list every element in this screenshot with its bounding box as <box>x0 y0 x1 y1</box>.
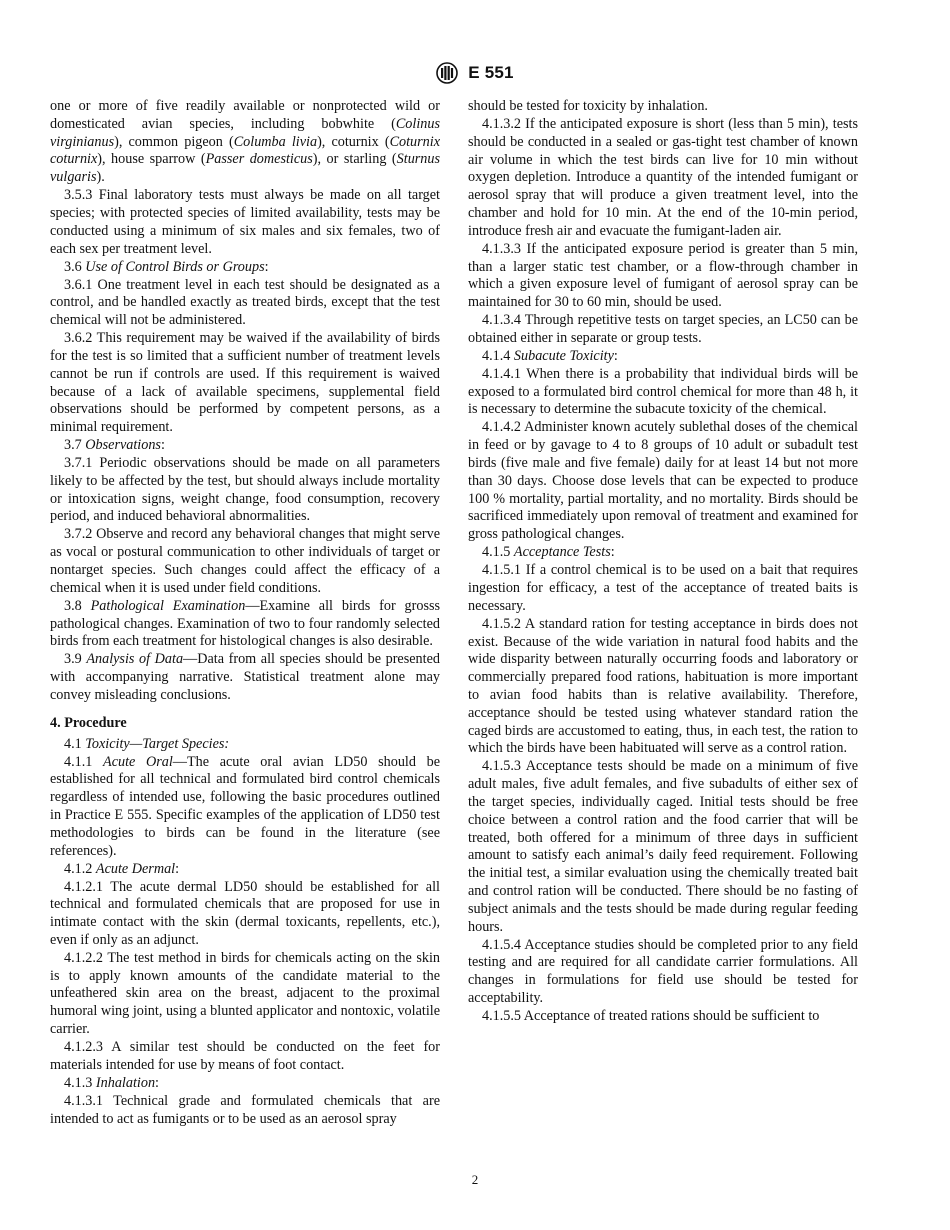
paragraph-continued: should be tested for toxicity by inhalation. <box>468 98 708 114</box>
page-number: 2 <box>471 1172 479 1187</box>
paragraph-4-1-3-1: 4.1.3.1 Technical grade and formulated chemicals that are intended to act as fumigants or to be used as an aerosol spray <box>50 1092 440 1127</box>
left-column <box>50 98 440 1129</box>
paragraph-4-1-3-2: 4.1.3.2 If the anticipated exposure is short (less than 5 min), tests should be conducted in a sealed or gas-tight test chamber of known air volume in which the test birds can live for 10 min without oxygen depletion. Introduce a quantity of the intended fumigant or aerosol spray that will produce a given treatment level, into the chamber and hold for 10 min. At the end of the 10-min period, introduce fresh air and evacuate the fumigant-laden air. <box>468 115 858 239</box>
paragraph-3-7-1: 3.7.1 Periodic observations should be made on all parameters likely to be affected by the test, but should always include mortality or intoxication signs, weight change, food consumption, recovery period, and induced behavioral abnormalities. <box>50 455 440 525</box>
paragraph-species-list: one or more of five readily available or nonprotected wild or domesticated avian species, including bobwhite (Colinus virginianus), common pigeon (Columba livia), coturnix (Coturnix coturnix), house sparrow (Passer domesticus), or starling (Sturnus vulgaris). <box>50 98 441 186</box>
document-designation: E 551 <box>468 63 514 82</box>
paragraph-3-6-1: 3.6.1 One treatment level in each test should be designated as a control, and be handled exactly as treated birds, except that the test chemical will not be administered. <box>50 276 440 329</box>
section-4-heading: 4. Procedure <box>50 714 127 731</box>
paragraph-4-1-2: 4.1.2 Acute Dermal: <box>64 860 180 877</box>
paragraph-4-1-2-3: 4.1.2.3 A similar test should be conducted on the feet for materials intended for use by means of foot contact. <box>50 1039 440 1073</box>
paragraph-3-6-2: 3.6.2 This requirement may be waived if the availability of birds for the test is so limited that a sufficient number of treatment levels cannot be run if controls are used. If this requirement is waived because of a lack of available specimens, supplemental field observations should be performed by competent persons, as a minimal requirement. <box>50 330 440 436</box>
paragraph-4-1-5-5: 4.1.5.5 Acceptance of treated rations should be sufficient to <box>482 1007 820 1024</box>
paragraph-4-1-2-2: 4.1.2.2 The test method in birds for chemicals acting on the skin is to apply known amounts of the candidate material to the unfeathered skin area on the breast, adjacent to the proximal humoral wing joint, using a blunted applicator and nontoxic, volatile carrier. <box>50 949 440 1038</box>
paragraph-4-1-2-1: 4.1.2.1 The acute dermal LD50 should be established for all technical and formulated chemicals that are proposed for use in intimate contact with the skin (dermal toxicants, repellents, etc.), even if only as an adjunct. <box>50 878 440 948</box>
paragraph-4-1-5-3: 4.1.5.3 Acceptance tests should be made on a minimum of five adult males, five adult females, and five subadults of either sex of the target species, individually caged. Initial tests should be free choice between a control ration and the food carrier that will be treated, both offered for a minimum of three days in sufficient amount to satisfy each animal’s daily feed requirement. Following the initial test, a similar evaluation using the chemically treated bait and control ration will be conducted. There should be no fasting of subject animals and the tests should be made during regular feeding hours. <box>468 758 858 935</box>
paragraph-3-7: 3.7 Observations: <box>64 437 165 454</box>
paragraph-4-1-3-4: 4.1.3.4 Through repetitive tests on target species, an LC50 can be obtained either in separate or group tests. <box>468 312 858 346</box>
paragraph-4-1-4-1: 4.1.4.1 When there is a probability that individual birds will be exposed to a formulated bird control chemical for more than 48 h, it is necessary to determine the subacute toxicity of the chemical. <box>468 365 858 418</box>
paragraph-3-7-2: 3.7.2 Observe and record any behavioral changes that might serve as vocal or postural communication to other individuals of target or nontarget species. Such changes could affect the efficacy of a chemical when it is used under field conditions. <box>50 526 440 596</box>
astm-logo-icon <box>436 62 458 84</box>
paragraph-4-1-3: 4.1.3 Inhalation: <box>64 1074 159 1091</box>
paragraph-4-1-4-2: 4.1.4.2 Administer known acutely sublethal doses of the chemical in feed or by gavage to 4 to 8 groups of 10 adult or subadult test birds (five male and five female) daily for at least 14 but not more than 30 days. Choose dose levels that can be expected to produce 100 % mortality, partial mortality, and no mortality. Birds should be sacrificed immediately upon removal of treatment and examined for gross pathological changes. <box>468 419 858 543</box>
paragraph-4-1-5-4: 4.1.5.4 Acceptance studies should be completed prior to any field testing and are required for all candidate carrier formulations. All changes in formulations for field use should be tested for acceptability. <box>468 936 858 1006</box>
page-header <box>0 62 950 84</box>
paragraph-4-1-5-1: 4.1.5.1 If a control chemical is to be used on a bait that requires ingestion for efficacy, a test of the acceptance of treated baits is necessary. <box>468 562 858 614</box>
paragraph-4-1-4: 4.1.4 Subacute Toxicity: <box>482 347 618 364</box>
paragraph-3-6: 3.6 Use of Control Birds or Groups: <box>64 258 269 275</box>
paragraph-4-1-3-3: 4.1.3.3 If the anticipated exposure period is greater than 5 min, than a larger static test chamber, or a flow-through chamber in which a given exposure level of fumigant of aerosol spray can be maintained for 30 to 60 min, should be used. <box>468 240 858 311</box>
paragraph-3-9: 3.9 Analysis of Data—Data from all species should be presented with accompanying narrative. Statistical treatment alone may convey misleading conclusions. <box>50 651 440 703</box>
paragraph-4-1-5-2: 4.1.5.2 A standard ration for testing acceptance in birds does not exist. Because of the wide variation in natural food habits and the wide disparity between naturally occurring foods and laboratory or commercially prepared food rations, habituation is more important to avian food habits than is relative availability. Therefore, acceptance should be tested using whatever standard ration the caged birds are accustomed to eating, thus, in each test, the ration to which the birds have been habituated will serve as a control ration. <box>468 615 858 757</box>
paragraph-4-1: 4.1 Toxicity—Target Species: <box>64 735 230 752</box>
paragraph-4-1-5: 4.1.5 Acceptance Tests: <box>482 544 615 561</box>
paragraph-3-8: 3.8 Pathological Examination—Examine all birds for grosss pathological changes. Examination of two to four randomly selected birds from each treatment for histological changes is also desirable. <box>50 597 441 650</box>
paragraph-4-1-1: 4.1.1 Acute Oral—The acute oral avian LD50 should be established for all technical and formulated bird control chemicals regardless of intended use, following the basic procedures outlined in Practice E 555. Specific examples of the application of LD50 test methodologies to birds can be found in the literature (see references). <box>50 753 441 859</box>
paragraph-3-5-3: 3.5.3 Final laboratory tests must always be made on all target species; with protected species of limited availability, tests may be conducted using a minimum of six males and six females, two of each sex per treatment level. <box>50 187 440 257</box>
right-column <box>468 98 858 1026</box>
